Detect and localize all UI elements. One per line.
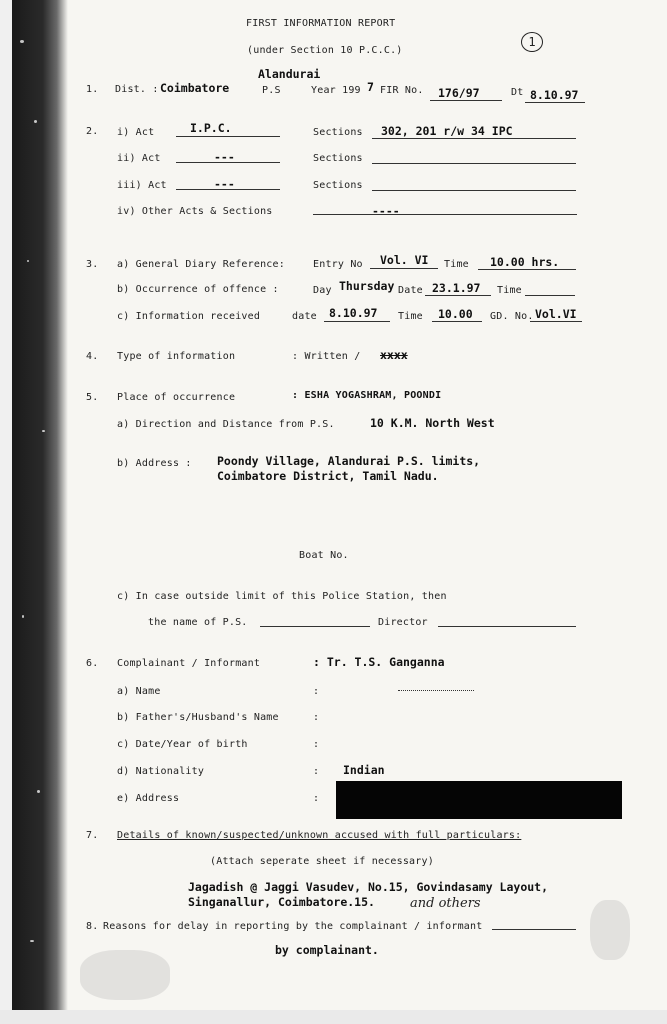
nationality-label: d) Nationality [117,766,205,777]
act-value: I.P.C. [190,121,232,135]
address-line-2: Coimbatore District, Tamil Nadu. [217,469,439,483]
fir-number: 176/97 [438,86,480,100]
complainant-label: Complainant / Informant [117,658,261,669]
entry-label: Entry No [313,259,363,270]
redaction-box [336,781,622,819]
direction-label: a) Direction and Distance from P.S. [117,419,335,430]
delay-value: by complainant. [275,943,379,957]
fir-label: FIR No. [380,85,424,96]
item-number: 1. [86,84,99,95]
item-number: 7. [86,830,99,841]
birth-label: c) Date/Year of birth [117,739,248,750]
received-time-label: Time [398,311,423,322]
page-number-mark: 1 [521,32,543,52]
accused-line-1: Jagadish @ Jaggi Vasudev, No.15, Govindasamy Layout, [188,880,549,894]
occurrence-date-value: 23.1.97 [432,281,481,295]
item-number: 5. [86,392,99,403]
direction-value: 10 K.M. North West [370,416,495,430]
form-title: FIRST INFORMATION REPORT [246,18,396,29]
item-number: 8. [86,921,99,932]
delay-label: Reasons for delay in reporting by the complainant / informant [103,921,483,932]
year-digit: 7 [367,80,374,94]
item-number: 2. [86,126,99,137]
sections-label: Sections [313,153,363,164]
occurrence-label: b) Occurrence of offence : [117,284,279,295]
nationality-value: Indian [343,763,385,777]
act-label: ii) Act [117,153,161,164]
date-label: Dt [511,87,524,98]
info-type-value: : Written / [292,351,361,362]
received-time-value: 10.00 [438,307,473,321]
received-date-label: date [292,311,317,322]
form-subtitle: (under Section 10 P.C.C.) [247,45,403,56]
item-number: 3. [86,259,99,270]
director-label: Director [378,617,428,628]
district-label: Dist. : [115,84,159,95]
fir-document: FIRST INFORMATION REPORT (under Section 10 P.C.C.) 1 1. Dist. : Coimbatore Alandurai P.S Year 199 7 FIR No. 176/97 Dt 8.10.97 2. i) Act I.P.C. Sections 302, 201 r/w 34 IPC ii) Act --- Sections iii) Act --- Sections iv) Other Acts & Sections ---- 3. a) General Diary Reference: Entry No Vol. VI Time 10.00 hrs. b) Occurrence of offence : Day Thursday Date 23.1.97 Time c) Information received date 8.10.97 Time 10.00 GD. No. Vol.VI 4. Type of information : Written / xxxx 5. Place of occurrence : ESHA YOGASHRAM, POONDI a) Direction and Distance from P.S. 10 K.M. North West b) Address : Poondy Village, Alandurai P.S. limits, Coimbatore District, Tamil Nadu. Boat No. c) In case outside limit of this Police Station, then the name of P.S. Director 6. Complainant / Informant : Tr. T.S. Ganganna a) Name : b) Father's/Husband's Name : c) Date/Year of birth : d) Nationality : Indian e) Address : 7. Details of known/suspected/unknown accused with full particulars: (Attach seperate sheet if necessary) Jagadish @ Jaggi Vasudev, No.15, Govindasamy Layout, Singanallur, Coimbatore.15. and others 8. Reasons for delay in reporting by the complainant / informant by complainant. [0,0,667,1024]
item-number: 4. [86,351,99,362]
complainant-value: : Tr. T.S. Ganganna [313,655,445,669]
day-value: Thursday [339,279,395,293]
occurrence-time-label: Time [497,285,522,296]
address-line-1: Poondy Village, Alandurai P.S. limits, [217,454,481,468]
left-frame [0,0,12,1024]
place-label: Place of occurrence [117,392,236,403]
act-label: i) Act [117,127,155,138]
police-station-value: Alandurai [258,67,321,81]
police-station-label: P.S [262,85,281,96]
other-acts-label: iv) Other Acts & Sections [117,206,273,217]
scan-shadow [12,0,68,1010]
outside-limit-label: c) In case outside limit of this Police Station, then [117,591,447,602]
district-value: Coimbatore [160,81,230,95]
place-value: : ESHA YOGASHRAM, POONDI [292,390,442,401]
entry-value: Vol. VI [380,253,429,267]
act-value: --- [214,150,235,164]
act-label: iii) Act [117,180,167,191]
time-value: 10.00 hrs. [490,255,560,269]
gd-value: Vol.VI [535,307,577,321]
sections-label: Sections [313,127,363,138]
info-received-label: c) Information received [117,311,261,322]
address-label: e) Address [117,793,180,804]
other-acts-value: ---- [372,204,400,218]
name-label: a) Name [117,686,161,697]
father-name-label: b) Father's/Husband's Name [117,712,279,723]
act-value: --- [214,177,235,191]
page-bottom-edge [0,1010,667,1024]
info-type-label: Type of information [117,351,236,362]
year-label: Year 199 [311,85,361,96]
accused-heading: Details of known/suspected/unknown accused with full particulars: [117,830,522,841]
time-label: Time [444,259,469,270]
gd-label: GD. No. [490,311,534,322]
other-ps-label: the name of P.S. [148,617,248,628]
day-label: Day [313,285,332,296]
diary-ref-label: a) General Diary Reference: [117,259,285,270]
info-type-struck: xxxx [380,348,408,362]
sections-label: Sections [313,180,363,191]
accused-note: (Attach seperate sheet if necessary) [210,856,434,867]
address-label: b) Address : [117,458,192,469]
received-date-value: 8.10.97 [329,306,378,320]
sections-value: 302, 201 r/w 34 IPC [381,124,513,138]
occurrence-date-label: Date [398,285,423,296]
boat-no-label: Boat No. [299,550,349,561]
item-number: 6. [86,658,99,669]
accused-line-2: Singanallur, Coimbatore.15. [188,895,375,909]
handwritten-note: and others [410,896,481,911]
fir-date: 8.10.97 [530,88,579,102]
